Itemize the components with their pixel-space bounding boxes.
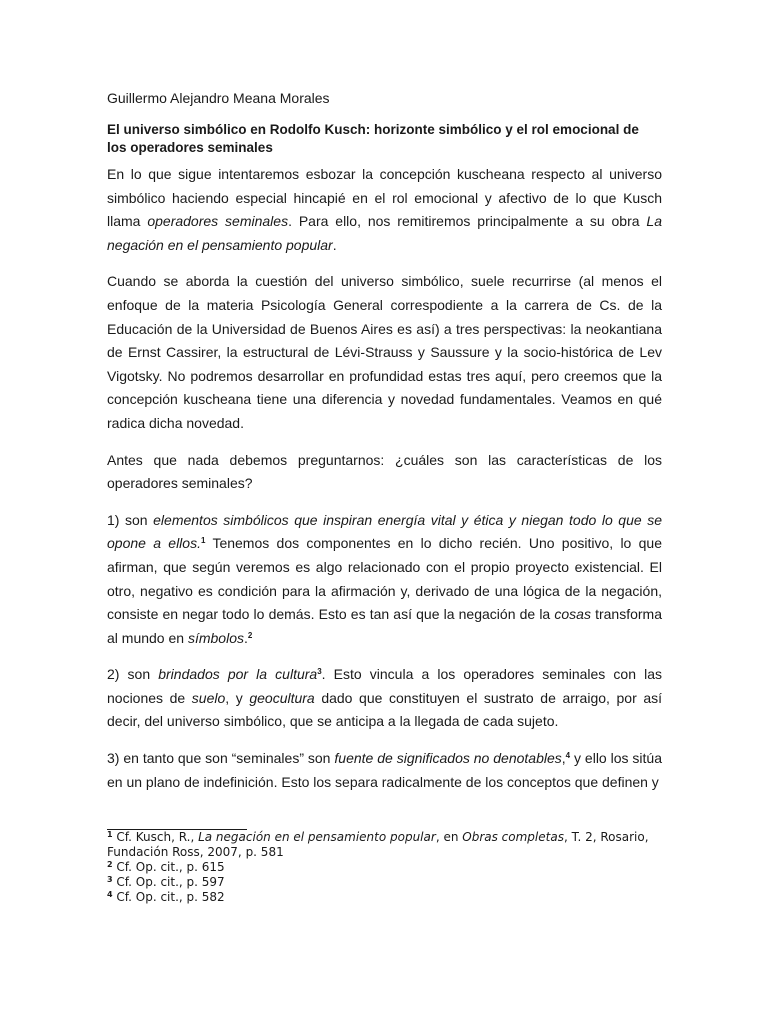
italic-run: Obras completas [462,830,564,844]
text-run: . [332,236,337,253]
paragraph-item-2 [107,663,662,734]
italic-run: elementos simbólicos que inspiran energía vital y ética y niegan todo lo que se opone a ellos. [107,511,662,552]
text-run: 2) son [107,666,159,683]
text-run: 1) son [107,511,154,528]
footnote-ref-1[interactable]: 1 [200,536,206,546]
text-run: y ello los sitúa en un plano de indefinición. Esto los separa radicalmente de los conceptos que definen y [107,750,663,790]
text-run: En lo que sigue intentaremos esbozar la concepción kuscheana respecto al universo simbólico haciendo especial hincapié en el rol emocional y afectivo de lo que Kusch llama [107,166,662,230]
footnote-2 [107,860,662,875]
footnote-3 [107,875,662,890]
footnote-number: 3 [107,875,113,884]
footnote-4 [107,890,662,905]
paragraph-intro [107,163,662,257]
text-run: . Esto vincula a los operadores seminales con las nociones de [107,666,662,706]
paragraph-question: Antes que nada debemos preguntarnos: ¿cuáles son las características de los operadores seminales? [107,451,662,492]
italic-run: La negación en el pensamiento popular [198,830,436,844]
italic-run: brindados por la cultura [158,666,318,683]
document-body [107,88,662,807]
text-run: , y [225,689,250,706]
italic-run: operadores seminales [147,213,289,230]
text-run: , T. 2, Rosario, Fundación Ross, 2007, p. 581 [107,830,649,859]
footnote-1 [107,830,662,860]
author-name: Guillermo Alejandro Meana Morales [107,90,330,106]
footnote-number: 2 [107,860,113,869]
paragraph-item-3 [107,747,662,794]
text-run: transforma al mundo en [107,606,663,646]
paragraph-item-1 [107,509,662,651]
footnote-number: 1 [107,830,113,839]
italic-run: fuente de significados no denotables [334,750,562,767]
text-run: , en [435,830,463,844]
footnote-ref-2[interactable]: 2 [247,630,253,640]
text-run: dado que constituyen el sustrato de arraigo, por así decir, del universo simbólico, que se anticipa a la llegada de cada sujeto. [107,689,662,730]
text-run: Tenemos dos componentes en lo dicho recién. Uno positivo, lo que afirman, que según veremos es algo relacionado con el propio proyecto existencial. El otro, negativo es condición para la afirmación y, derivado de una lógica de la negación, consiste en negar todo lo demás. Esto es tan así que la negación de la [107,535,662,623]
footnote-number: 4 [107,890,113,899]
text-run: . Para ello, nos remitiremos principalmente a su obra [288,213,647,230]
footnote-ref-3[interactable]: 3 [317,667,322,677]
text-run: . [243,629,248,646]
italic-run: símbolos [187,629,244,646]
italic-run: suelo [191,689,226,706]
footnotes-section [107,829,662,905]
footnote-ref-4[interactable]: 4 [565,751,571,761]
text-run: Cf. Op. cit., p. 597 [112,875,225,889]
italic-run: cosas [554,606,591,623]
italic-run: geocultura [249,689,315,706]
text-run: Cf. Kusch, R., [112,830,199,844]
paragraph-perspectives: Cuando se aborda la cuestión del universo simbólico, suele recurrirse (al menos el enfoque de la materia Psicología General correspodiente a la carrera de Cs. de la Educación de la Universidad de Buenos Aires es así) a tres perspectivas: la neokantiana de Ernst Cassirer, la estructural de Lévi-Strauss y Saussure y la socio-histórica de Lev Vigotsky. No podremos desarrollar en profundidad estas tres aquí, pero creemos que la concepción kuscheana tiene una diferencia y novedad fundamentales. Veamos en qué radica dicha novedad. [107,273,662,431]
document-title: El universo simbólico en Rodolfo Kusch: horizonte simbólico y el rol emocional de los operadores seminales [107,122,639,155]
italic-run: La negación en el pensamiento popular [107,213,662,253]
text-run: 3) en tanto que son “seminales” son [107,750,335,767]
text-run: Cf. Op. cit., p. 582 [112,890,225,904]
text-run: , [561,750,566,767]
text-run: Cf. Op. cit., p. 615 [112,860,225,874]
